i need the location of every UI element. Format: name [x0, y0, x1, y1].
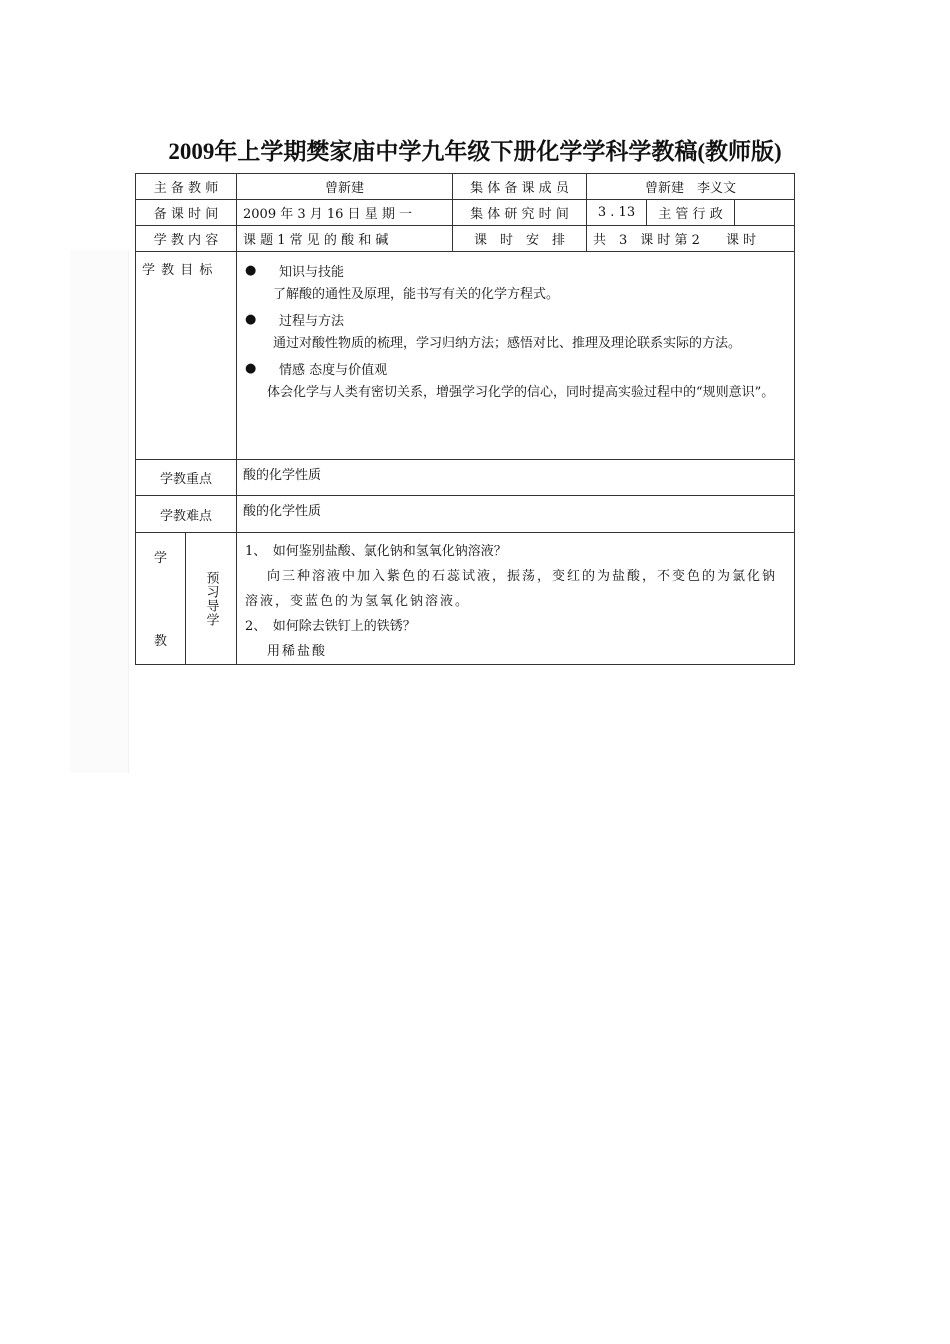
schedule-label: 课 时 安 排	[453, 226, 587, 252]
goal-heading-3	[245, 356, 786, 380]
page-title: 2009年上学期樊家庙中学九年级下册化学学科学教稿(教师版)	[168, 139, 782, 164]
lesson-plan-table	[135, 173, 795, 665]
goal-heading-text: 知识与技能	[279, 264, 345, 280]
process-label-top: 学	[153, 551, 167, 566]
group-members-label: 集 体 备 课 成 员	[453, 174, 587, 200]
bullet-icon: ●	[245, 262, 257, 278]
content-value: 课 题 1 常 见 的 酸 和 碱	[237, 226, 453, 252]
difficulty-value: 酸的化学性质	[237, 496, 795, 533]
admin-value	[735, 200, 795, 226]
bullet-icon: ●	[245, 311, 257, 327]
process-label	[136, 533, 186, 665]
answer-1-text: 向三种溶液中加入紫色的石蕊试液，振荡，变红的为盐酸，不变色的为氯化钠溶液，变蓝色的为氢氧化钠溶液。	[245, 569, 778, 609]
lead-teacher-value: 曾新建	[237, 174, 453, 200]
research-time-value: 3 . 13	[587, 200, 647, 226]
lead-teacher-label: 主 备 教 师	[136, 174, 237, 200]
group-members-value: 曾新建 李义文	[587, 174, 795, 200]
key-point-label: 学教重点	[136, 460, 237, 496]
bullet-icon: ●	[245, 360, 257, 376]
goal-heading-text: 过程与方法	[279, 313, 345, 329]
preview-guide-text: 预习导学	[203, 570, 219, 627]
prep-time-value: 2009 年 3 月 16 日 星 期 一	[237, 200, 453, 226]
goal-text-3: 体会化学与人类有密切关系，增强学习化学的信心，同时提高实验过程中的“规则意识”。	[267, 385, 775, 400]
goal-text-2: 通过对酸性物质的梳理，学习归纳方法；感悟对比、推理及理论联系实际的方法。	[273, 336, 742, 351]
row-goals	[136, 252, 795, 460]
goal-text-1: 了解酸的通性及原理，能书写有关的化学方程式。	[273, 287, 560, 302]
difficulty-label: 学教难点	[136, 496, 237, 533]
prep-time-label: 备 课 时 间	[136, 200, 237, 226]
answer-2: 用稀盐酸	[267, 644, 328, 659]
goal-heading-2	[245, 307, 786, 331]
answer-1	[245, 564, 786, 614]
margin-shade	[70, 250, 129, 773]
question-2: 2、 如何除去铁钉上的铁锈？	[245, 619, 416, 634]
key-point-value: 酸的化学性质	[237, 460, 795, 496]
row-content	[136, 226, 795, 252]
row-time	[136, 200, 795, 226]
goal-heading-text: 情感 态度与价值观	[279, 362, 388, 378]
admin-label: 主 管 行 政	[647, 200, 735, 226]
row-teacher	[136, 174, 795, 200]
goals-label: 学 教 目 标	[136, 252, 237, 460]
preview-guide-label	[186, 533, 237, 665]
process-label-bottom: 教	[153, 634, 167, 649]
schedule-value: 共 3 课 时 第 2 课 时	[587, 226, 795, 252]
question-1: 1、 如何鉴别盐酸、氯化钠和氢氧化钠溶液？	[245, 544, 507, 559]
row-difficulty	[136, 496, 795, 533]
row-key-point	[136, 460, 795, 496]
row-process	[136, 533, 795, 665]
research-time-label: 集 体 研 究 时 间	[453, 200, 587, 226]
preview-guide-content	[237, 533, 795, 665]
content-label: 学 教 内 容	[136, 226, 237, 252]
goal-heading-1	[245, 258, 786, 282]
goals-content	[237, 252, 795, 460]
